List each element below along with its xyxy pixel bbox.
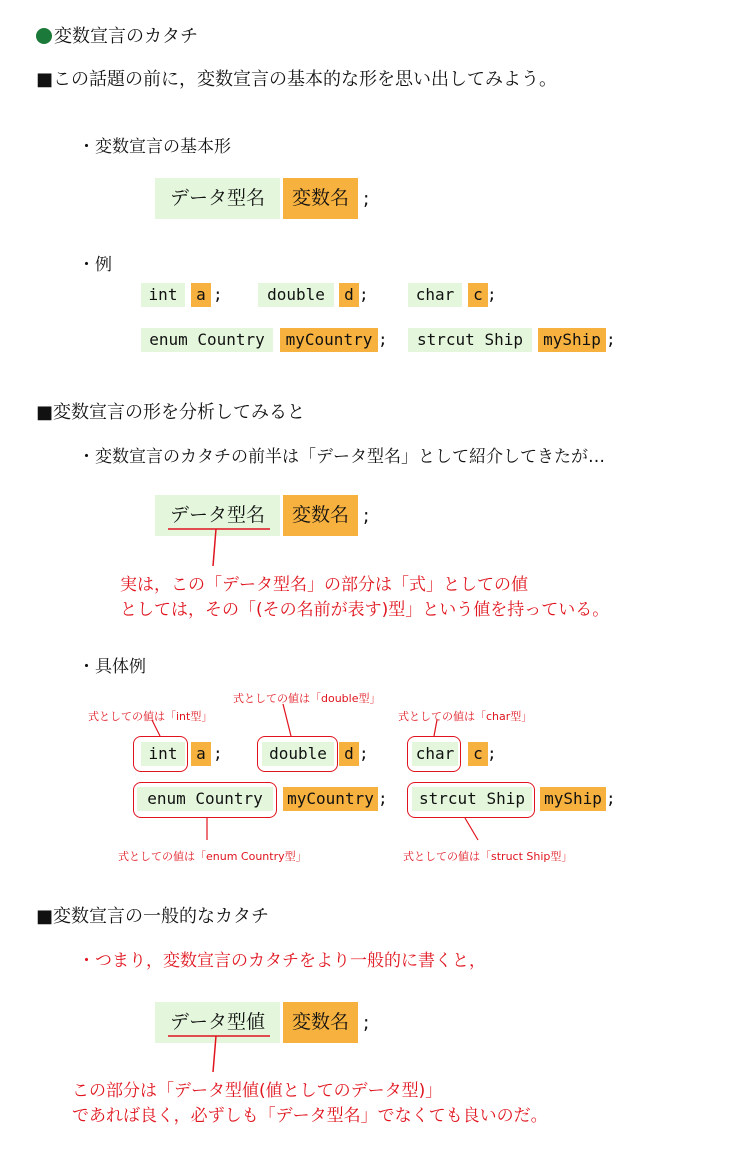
- code-double: double: [258, 283, 334, 307]
- semicolon: ;: [363, 505, 370, 527]
- type-value-box: データ型値: [155, 1002, 280, 1043]
- page-title-text: 変数宣言のカタチ: [54, 26, 198, 47]
- double-callout-pointer: [283, 704, 291, 736]
- section3-heading: ■変数宣言の一般的なカタチ: [36, 906, 270, 927]
- basic-form-label: ・変数宣言の基本形: [78, 137, 231, 157]
- code-double: double: [262, 742, 334, 766]
- semicolon: ;: [363, 1012, 370, 1034]
- callout-char: 式としての値は「char型」: [398, 710, 533, 723]
- code-int: int: [141, 283, 185, 307]
- code-semicolon: ;: [378, 330, 388, 349]
- semicolon: ;: [363, 188, 370, 210]
- callout-int: 式としての値は「int型」: [88, 710, 213, 723]
- type-name-box: データ型名: [155, 178, 280, 219]
- code-semicolon: ;: [213, 744, 223, 763]
- code-var-d: d: [339, 283, 359, 307]
- callout-struct: 式としての値は「struct Ship型」: [403, 850, 573, 863]
- code-enum-country: enum Country: [141, 328, 273, 352]
- code-strcut-ship: strcut Ship: [412, 787, 532, 811]
- code-semicolon: ;: [606, 789, 616, 808]
- var-name-box: 変数名: [283, 178, 358, 219]
- code-semicolon: ;: [359, 285, 369, 304]
- struct-callout-pointer: [465, 818, 478, 840]
- code-int: int: [141, 742, 185, 766]
- code-var-mycountry: myCountry: [283, 787, 378, 811]
- code-enum-country: enum Country: [137, 787, 273, 811]
- code-var-d: d: [339, 742, 359, 766]
- callout-double: 式としての値は「double型」: [233, 692, 381, 705]
- code-semicolon: ;: [378, 789, 388, 808]
- type-name-box: データ型名: [155, 495, 280, 536]
- char-callout-pointer: [434, 720, 437, 736]
- conclusion-pointer: [213, 1036, 216, 1072]
- code-var-a: a: [191, 742, 211, 766]
- var-name-box: 変数名: [283, 495, 358, 536]
- callout-enum: 式としての値は「enum Country型」: [118, 850, 307, 863]
- code-semicolon: ;: [213, 285, 223, 304]
- explanation-line-1: 実は，この「データ型名」の部分は「式」としての値: [120, 575, 528, 595]
- code-char: char: [408, 283, 462, 307]
- code-semicolon: ;: [606, 330, 616, 349]
- explanation-pointer: [213, 529, 216, 566]
- code-char: char: [412, 742, 458, 766]
- code-var-mycountry: myCountry: [280, 328, 378, 352]
- conclusion-line-2: であれば良く，必ずしも「データ型名」でなくても良いのだ。: [72, 1106, 548, 1126]
- section2-heading: ■変数宣言の形を分析してみると: [36, 402, 306, 423]
- code-semicolon: ;: [487, 744, 497, 763]
- code-var-a: a: [191, 283, 211, 307]
- conclusion-line-1: この部分は「データ型値(値としてのデータ型)」: [72, 1081, 443, 1101]
- concrete-example-label: ・具体例: [78, 657, 146, 677]
- code-var-myship: myShip: [540, 787, 606, 811]
- example-label: ・例: [78, 255, 112, 275]
- section2-bullet: ・変数宣言のカタチの前半は「データ型名」として紹介してきたが…: [78, 447, 605, 467]
- section3-bullet: ・つまり，変数宣言のカタチをより一般的に書くと，: [78, 951, 486, 971]
- code-var-myship: myShip: [538, 328, 606, 352]
- section1-heading: ■この話題の前に，変数宣言の基本的な形を思い出してみよう。: [36, 69, 558, 90]
- code-var-c: c: [468, 742, 488, 766]
- int-callout-pointer: [152, 720, 160, 736]
- code-var-c: c: [468, 283, 488, 307]
- code-strcut-ship: strcut Ship: [408, 328, 532, 352]
- code-semicolon: ;: [359, 744, 369, 763]
- code-semicolon: ;: [487, 285, 497, 304]
- explanation-line-2: としては，その「(その名前が表す)型」という値を持っている。: [120, 600, 610, 620]
- var-name-box: 変数名: [283, 1002, 358, 1043]
